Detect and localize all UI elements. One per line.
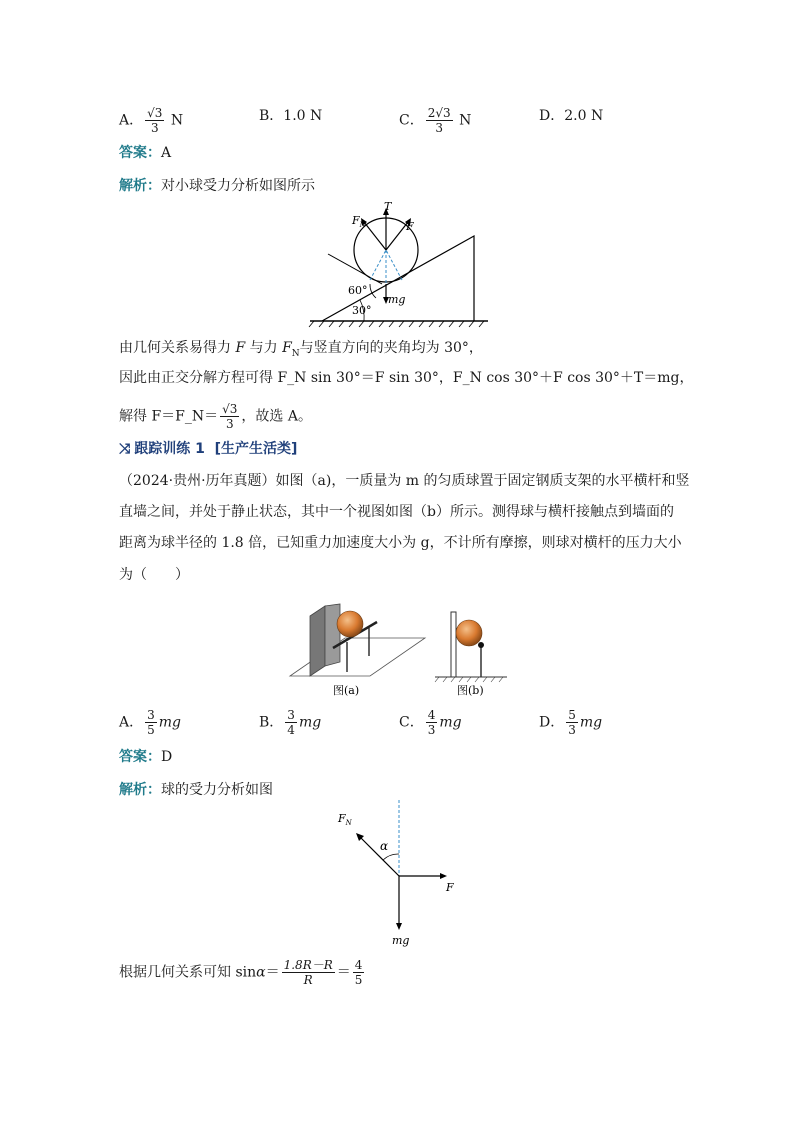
fig-b-ball — [456, 620, 482, 646]
fig-a-ball — [337, 611, 363, 637]
q2-option-c: C． $\frac{4}{3}$ mg — [399, 708, 462, 737]
section-tag: [生产生活类] — [214, 441, 298, 457]
section-heading — [119, 439, 297, 459]
q2-text-3: 距离为球半径的 1.8 倍，已知重力加速度大小为 g，不计所有摩擦，则球对横杆的压力大小 — [119, 535, 682, 551]
analysis-text: 对小球受力分析如图所示 — [161, 178, 315, 194]
q1-line-3-fraction: $\frac{√3}{3}$ — [222, 402, 238, 431]
fig3-alpha-label: α — [380, 839, 389, 853]
fig-b-hatch — [435, 677, 503, 682]
alpha-arc — [383, 854, 399, 860]
option-a-fraction: $\frac{√3}{3}$ — [147, 106, 163, 135]
fig1-angle30-label: 30° — [352, 304, 372, 317]
analysis-label: 解析： — [119, 178, 161, 194]
q2-analysis: 解析：球的受力分析如图 — [119, 782, 273, 798]
incline-force-diagram — [300, 200, 500, 330]
fig1-f-label: F — [406, 220, 414, 233]
q1-line-1: 由几何关系易得力 F 与力 $F_N$与竖直方向的夹角均为 30°， — [119, 340, 483, 359]
q1-analysis — [119, 176, 315, 196]
normal-force-arrow — [364, 222, 386, 250]
option-a-label: A． — [119, 112, 144, 129]
fig3-fn-label: $F_N$ — [338, 812, 352, 827]
q2-text-2: 直墙之间，并处于静止状态，其中一个视图如图（b）所示。测得球与横杆接触点到墙面的 — [119, 504, 674, 520]
fig1-t-label: T — [384, 200, 392, 213]
fig-a-wall-side — [310, 606, 325, 676]
option-c-fraction: $\frac{2√3}{3}$ — [427, 106, 451, 135]
option-b: B．1.0 N — [259, 108, 323, 124]
q1-line-3: 解得 F＝F_N＝ $\frac{√3}{3}$ ，故选 A。 — [119, 402, 312, 431]
wall-ball-figure — [285, 600, 525, 700]
answer-label: 答案： — [119, 145, 161, 161]
q2-option-b: B． $\frac{3}{4}$ mg — [259, 708, 322, 737]
option-c — [399, 106, 471, 135]
fig1-mg-label: mg — [388, 293, 406, 306]
option-c-label: C． — [399, 112, 424, 129]
q2-option-d: D． $\frac{5}{3}$ mg — [539, 708, 603, 737]
q2-text-1: （2024·贵州·历年真题）如图（a)，一质量为 m 的匀质球置于固定钢质支架的水平横杆和竖 — [119, 473, 690, 489]
option-a-unit: N — [170, 112, 184, 129]
ball-force-diagram — [330, 800, 470, 950]
dashed-right — [386, 250, 402, 280]
fig1-angle60-label: 60° — [348, 284, 368, 297]
q1-answer — [119, 143, 171, 163]
fig-b-caption: 图(b) — [457, 684, 484, 697]
option-c-unit: N — [459, 112, 472, 129]
q1-line-2: 因此由正交分解方程可得 F_N sin 30°＝F sin 30°，F_N cos 30°＋F cos 30°＋T＝mg， — [119, 370, 694, 386]
option-a — [119, 106, 183, 135]
f-force-arrow — [386, 222, 408, 250]
incline-wedge — [322, 236, 474, 321]
shuffle-icon: ⤨ — [119, 441, 131, 457]
q2-option-a: A． $\frac{3}{5}$ mg — [119, 708, 182, 737]
fig-b-rod-tip — [478, 642, 484, 648]
ground-hatch — [309, 321, 484, 327]
fig-a-wall-front — [325, 604, 340, 666]
fig3-f-label: F — [446, 881, 454, 894]
q2-final-equation: 根据几何关系可知 sinα＝ $\frac{1.8R-R}{R}$ ＝ $\frac{4}{5}$ — [119, 958, 363, 987]
answer-value: A — [161, 145, 172, 161]
q2-answer: 答案：D — [119, 749, 173, 765]
option-d: D．2.0 N — [539, 108, 604, 124]
dashed-left — [370, 250, 386, 280]
fig3-mg-label: mg — [392, 934, 410, 947]
section-title: 跟踪训练 1 — [134, 441, 205, 457]
fig-a-caption: 图(a) — [333, 684, 360, 697]
fig-b-wall — [451, 612, 456, 677]
q2-text-4: 为（ ） — [119, 567, 189, 583]
fig1-fn-label: $F_N$ — [352, 214, 366, 229]
